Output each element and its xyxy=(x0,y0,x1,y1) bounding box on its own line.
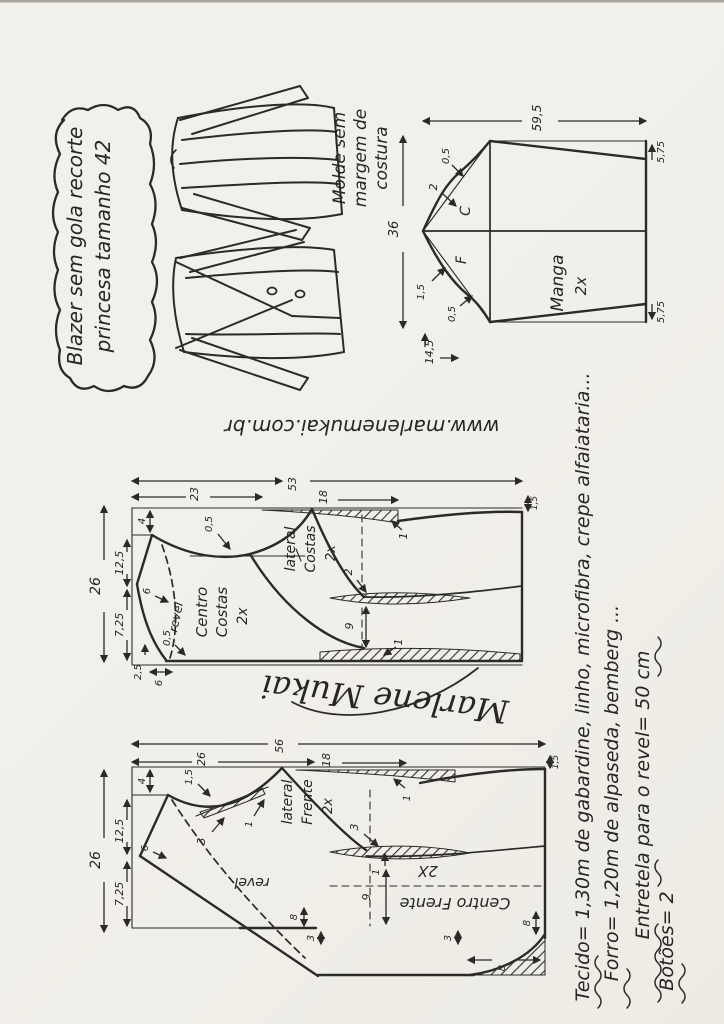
back-shoulder-drop-dim: 4 xyxy=(137,517,148,525)
back-hem-width-dim: 6 xyxy=(154,679,165,687)
front-waist-dart2-dim: 1 xyxy=(371,868,382,876)
sleeve-height-dim: 36 xyxy=(387,220,402,238)
back-hem-curve-dim: 0,5 xyxy=(162,630,173,646)
materials-lining: Forro= 1,20m de alpaseda, bemberg ... xyxy=(601,604,623,982)
front-hem-corner-h-dim: 8 xyxy=(497,964,508,972)
front-shoulder-drop-dim: 4 xyxy=(137,777,148,785)
sleeve-cap-front-letter: F xyxy=(454,255,470,265)
back-top-total-dim: 53 xyxy=(286,477,299,491)
website-url: www.marlenemukai.com.br xyxy=(224,415,500,439)
signature-text: Marlene Mukai xyxy=(259,667,511,731)
back-hem-depth-dim: 2,5 xyxy=(133,664,144,680)
front-upper-dim: 12,5 xyxy=(113,818,126,844)
back-lower-dim: 7,25 xyxy=(113,612,126,638)
front-top-total-dim: 56 xyxy=(273,739,286,753)
front-hem-side-dim: 8 xyxy=(289,913,300,921)
sleeve-piece-qty: 2x xyxy=(572,276,590,296)
note-line3: costura xyxy=(372,126,392,190)
back-dart-length-dim: 9 xyxy=(343,622,356,630)
back-hem-offset-dim: 1,5 xyxy=(530,495,540,511)
back-pattern xyxy=(88,477,540,686)
front-neck-ease-dim: 1,5 xyxy=(184,769,195,785)
sleeve-underarm-dim: 14,5 xyxy=(423,339,436,365)
sleeve-cap-back-letter: C xyxy=(458,206,474,216)
materials-buttons: Botões= 2 xyxy=(656,891,678,991)
sleeve-offset-bottom-dim: 5,75 xyxy=(656,300,667,324)
front-shoulder-dart-dim: 1 xyxy=(402,794,413,802)
front-side-piece-qty: 2x xyxy=(321,798,336,814)
sleeve-width-dim: 59,5 xyxy=(530,104,544,132)
back-hem-dart-dim: 1 xyxy=(392,638,405,646)
materials-interfacing: Entretela para o revel= 50 cm xyxy=(632,650,654,940)
back-revel-offset-dim: 6 xyxy=(142,587,153,595)
front-hem-offset-dim: 1,5 xyxy=(551,754,561,770)
back-top-side-dim: 18 xyxy=(317,490,330,504)
page-title-line1: Blazer sem gola recorte xyxy=(63,126,87,366)
front-dart-length-dim: 9 xyxy=(360,893,373,901)
front-side-piece-line1: lateral xyxy=(280,779,296,825)
sleeve-piece-name: Manga xyxy=(548,254,568,312)
back-shoulder-dart-dim: 1 xyxy=(397,532,410,540)
sleeve-notch-front: 1,5 xyxy=(416,284,427,300)
blazer-illustration xyxy=(171,86,344,390)
back-length-dim: 26 xyxy=(88,577,104,595)
front-center-piece-qty: 2X xyxy=(418,862,438,880)
sleeve-offset-top-dim: 5,75 xyxy=(656,140,667,164)
sleeve-pattern xyxy=(387,105,667,365)
back-center-piece-qty: 2x xyxy=(235,607,251,625)
front-length-dim: 26 xyxy=(88,851,104,869)
front-hem-corner-step-dim: 3 xyxy=(443,934,454,942)
back-revel-label: revel xyxy=(166,600,187,634)
note-line2: margem de xyxy=(351,108,371,208)
back-center-piece-line1: Centro xyxy=(193,586,211,638)
back-center-piece-line2: Costas xyxy=(213,586,231,638)
signature xyxy=(259,667,511,731)
front-neck-dart-dim: 3 xyxy=(195,837,208,845)
back-side-piece-line2: Costas xyxy=(303,525,319,573)
back-side-piece-line1: lateral xyxy=(283,526,299,572)
button-2 xyxy=(296,291,305,298)
page-title-line2: princesa tamanho 42 xyxy=(91,139,115,353)
sleeve-ease-bottom: 0,5 xyxy=(447,306,458,322)
front-waist-dart-dim: 3 xyxy=(348,823,361,831)
materials-fabric: Tecido= 1,30m de gabardine, linho, microfibra, crepe alfaiataria... xyxy=(572,372,594,1002)
front-top-side-dim: 18 xyxy=(320,753,333,767)
back-waist-dart-dim: 2 xyxy=(342,568,355,576)
back-side-piece-qty: 2x xyxy=(324,545,339,561)
materials-notes xyxy=(572,372,685,1008)
button-1 xyxy=(268,288,277,295)
front-pattern xyxy=(88,739,561,976)
scan-edge xyxy=(0,0,724,3)
front-revel-label: revel xyxy=(234,874,270,890)
back-top-center-dim: 23 xyxy=(188,487,201,501)
front-revel-offset-dim: 6 xyxy=(140,844,151,852)
back-upper-dim: 12,5 xyxy=(113,550,126,576)
sleeve-notch-back: 2 xyxy=(427,183,440,191)
front-hem-step-dim: 3 xyxy=(306,934,317,942)
front-center-piece-name: Centro Frente xyxy=(399,894,511,913)
front-top-center-dim: 26 xyxy=(195,752,208,766)
front-neck-dart-tip-dim: 1 xyxy=(244,820,255,828)
sleeve-ease-top: 0,5 xyxy=(441,148,452,164)
front-lower-dim: 7,25 xyxy=(113,881,126,907)
front-side-piece-line2: Frente xyxy=(300,779,316,825)
note-line1: Molde sem xyxy=(330,111,350,205)
title-cloud xyxy=(53,105,157,391)
no-seam-allowance-note xyxy=(330,109,392,207)
back-neck-ease-dim: 0,5 xyxy=(204,516,215,532)
front-hem-corner-v-dim: 8 xyxy=(522,919,533,927)
